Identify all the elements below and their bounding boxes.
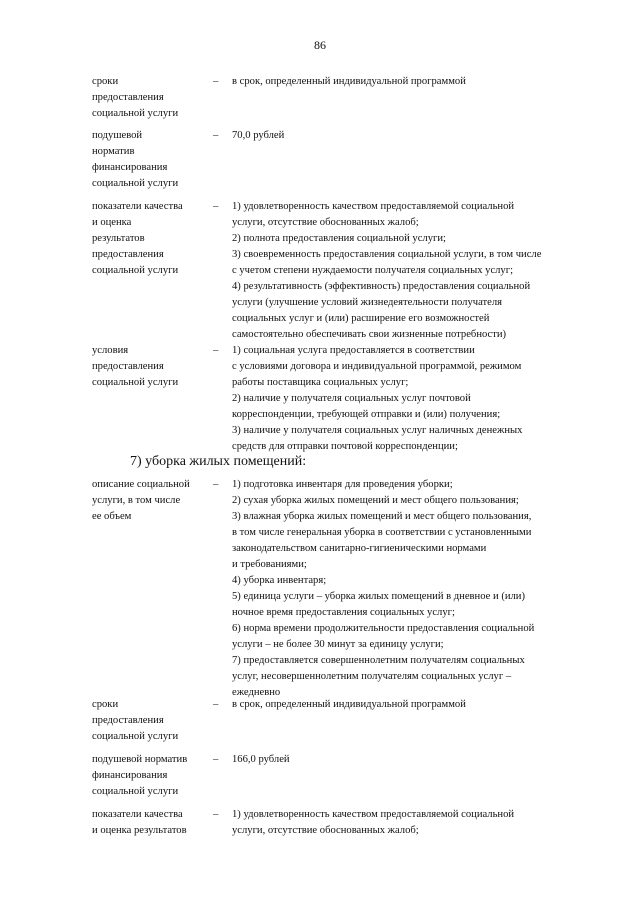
value-line: ночное время предоставления социальных услуг; (232, 607, 455, 618)
value-line: 2) полнота предоставления социальной услуги; (232, 233, 446, 244)
value-line: услуг, несовершеннолетним получателям социальных услуг – (232, 671, 512, 682)
value-line: 1) удовлетворенность качеством предоставляемой социальной (232, 809, 515, 820)
row-value (232, 199, 602, 343)
section-heading: 7) уборка жилых помещений: (130, 454, 307, 469)
value-line: с условиями договора и индивидуальной программой, режимом (232, 361, 522, 372)
row-value (232, 128, 602, 144)
row-dash: – (213, 754, 219, 765)
value-line: самостоятельно обеспечивать свои жизненные потребности) (232, 329, 507, 340)
row-value (232, 74, 602, 90)
row-term: показатели качества и оценка результатов (92, 809, 187, 836)
row-dash: – (213, 201, 219, 212)
row-dash: – (213, 345, 219, 356)
value-line: 5) единица услуги – уборка жилых помещений в дневное и (или) (232, 591, 526, 602)
row-value (232, 477, 602, 701)
value-line: средств для отправки почтовой корреспонденции; (232, 441, 458, 452)
row-dash: – (213, 699, 219, 710)
value-line: 3) наличие у получателя социальных услуг наличных денежных (232, 425, 523, 436)
value-line: 2) сухая уборка жилых помещений и мест общего пользования; (232, 495, 519, 506)
value-line: 3) своевременность предоставления социальной услуги, в том числе (232, 249, 542, 260)
value-line: услуги, отсутствие обоснованных жалоб; (232, 217, 419, 228)
row-term: показатели качества и оценка результатов предоставления социальной услуги (92, 201, 183, 276)
value-line: законодательством санитарно-гигиеническими нормами (232, 543, 487, 554)
value-line: с учетом степени нуждаемости получателя социальных услуг; (232, 265, 514, 276)
value-line: услуги (улучшение условий жизнедеятельности получателя (232, 297, 502, 308)
page-number: 86 (314, 38, 326, 52)
value-line: 4) результативность (эффективность) предоставления социальной (232, 281, 531, 292)
row-term: подушевой норматив финансирования социальной услуги (92, 130, 179, 189)
value-line: в срок, определенный индивидуальной программой (232, 699, 466, 710)
row-value (232, 697, 602, 713)
value-line: и требованиями; (232, 559, 307, 570)
value-line: в срок, определенный индивидуальной программой (232, 76, 466, 87)
row-value (232, 807, 602, 839)
value-line: ежедневно (232, 687, 281, 698)
row-term: описание социальной услуги, в том числе ее объем (92, 479, 190, 522)
value-line: корреспонденции, требующей отправки и (или) получения; (232, 409, 501, 420)
row-value (232, 752, 602, 768)
value-line: 7) предоставляется совершеннолетним получателям социальных (232, 655, 525, 666)
row-dash: – (213, 130, 219, 141)
row-dash: – (213, 809, 219, 820)
value-line: 2) наличие у получателя социальных услуг почтовой (232, 393, 471, 404)
row-term: условия предоставления социальной услуги (92, 345, 179, 388)
value-line: 6) норма времени продолжительности предоставления социальной (232, 623, 535, 634)
value-line: работы поставщика социальных услуг; (232, 377, 409, 388)
value-line: 166,0 рублей (232, 754, 290, 765)
value-line: 3) влажная уборка жилых помещений и мест общего пользования, (232, 511, 532, 522)
value-line: 1) подготовка инвентаря для проведения уборки; (232, 479, 453, 490)
value-line: 1) социальная услуга предоставляется в соответствии (232, 345, 475, 356)
value-line: социальных услуг и (или) расширение его возможностей (232, 313, 490, 324)
value-line: 4) уборка инвентаря; (232, 575, 327, 586)
row-dash: – (213, 479, 219, 490)
row-term: подушевой норматив финансирования социальной услуги (92, 754, 188, 797)
value-line: услуги, отсутствие обоснованных жалоб; (232, 825, 419, 836)
row-value (232, 343, 602, 455)
row-term: сроки предоставления социальной услуги (92, 699, 179, 742)
row-dash: – (213, 76, 219, 87)
value-line: в том числе генеральная уборка в соответствии с установленными (232, 527, 532, 538)
value-line: 1) удовлетворенность качеством предоставляемой социальной (232, 201, 515, 212)
row-term: сроки предоставления социальной услуги (92, 76, 179, 119)
value-line: 70,0 рублей (232, 130, 285, 141)
value-line: услуги – не более 30 минут за единицу услуги; (232, 639, 444, 650)
